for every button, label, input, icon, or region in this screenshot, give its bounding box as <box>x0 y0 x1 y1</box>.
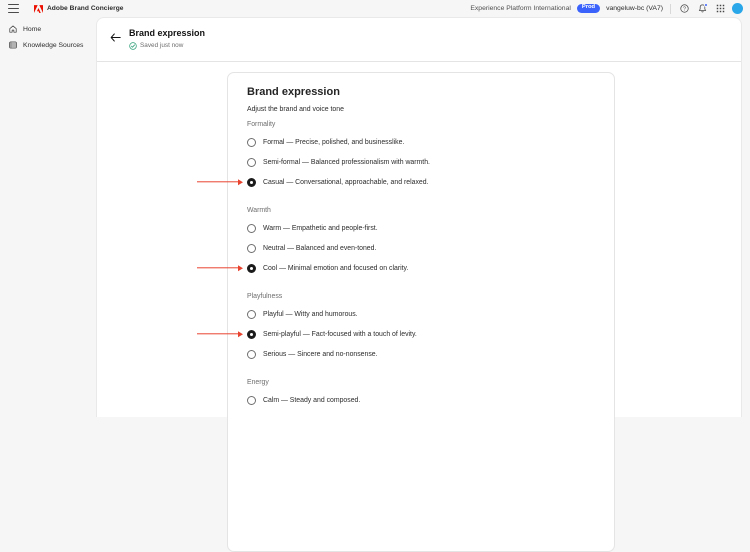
annotation-arrow-icon <box>197 333 238 334</box>
option-label: Cool — Minimal emotion and focused on clarity. <box>263 264 409 272</box>
option-label: Warm — Empathetic and people-first. <box>263 224 378 232</box>
hamburger-icon[interactable] <box>8 4 19 13</box>
main-panel <box>96 17 742 417</box>
card-title: Brand expression <box>247 86 340 98</box>
radio-selected-icon[interactable] <box>247 178 256 187</box>
option-label: Neutral — Balanced and even-toned. <box>263 244 377 252</box>
header-divider <box>97 61 741 62</box>
card-subtitle: Adjust the brand and voice tone <box>247 106 344 113</box>
help-icon[interactable] <box>678 3 690 15</box>
home-icon <box>9 25 17 33</box>
radio-icon[interactable] <box>247 158 256 167</box>
radio-option[interactable] <box>247 132 595 152</box>
option-label: Casual — Conversational, approachable, and relaxed. <box>263 178 429 186</box>
radio-option[interactable] <box>247 390 595 410</box>
app-title: Adobe Brand Concierge <box>47 5 124 12</box>
topbar-divider <box>670 4 671 14</box>
radio-icon[interactable] <box>247 138 256 147</box>
radio-icon[interactable] <box>247 244 256 253</box>
avatar[interactable] <box>732 3 743 14</box>
sidebar-item-label: Home <box>23 25 42 33</box>
options-list <box>247 390 595 410</box>
save-status-text: Saved just now <box>140 42 184 49</box>
option-label: Semi-playful — Fact-focused with a touch of levity. <box>263 330 417 338</box>
options-list <box>247 218 595 278</box>
annotation-arrow-icon <box>197 181 238 182</box>
brand-expression-card <box>227 72 615 552</box>
page-header <box>129 28 205 50</box>
sandbox-name[interactable]: vangeluw-bc (VA7) <box>606 5 663 12</box>
group-label: Formality <box>247 121 276 128</box>
environment-badge[interactable]: Prod <box>577 4 600 13</box>
top-bar <box>0 0 750 17</box>
brand <box>34 5 124 13</box>
tone-group-energy <box>247 379 595 410</box>
radio-icon[interactable] <box>247 310 256 319</box>
sidebar-item-label: Knowledge Sources <box>23 41 84 49</box>
options-list <box>247 304 595 364</box>
option-label: Semi-formal — Balanced professionalism with warmth. <box>263 158 430 166</box>
radio-option[interactable] <box>247 172 595 192</box>
option-label: Serious — Sincere and no-nonsense. <box>263 350 378 358</box>
group-label: Playfulness <box>247 293 283 300</box>
option-label: Playful — Witty and humorous. <box>263 310 358 318</box>
annotation-arrow-icon <box>197 267 238 268</box>
radio-option[interactable] <box>247 152 595 172</box>
radio-icon[interactable] <box>247 224 256 233</box>
tone-group-formality <box>247 121 595 192</box>
svg-text:?: ? <box>682 6 686 13</box>
radio-option[interactable] <box>247 258 595 278</box>
radio-option[interactable] <box>247 324 595 344</box>
radio-option[interactable] <box>247 304 595 324</box>
group-label: Energy <box>247 379 269 386</box>
top-bar-right <box>470 3 743 15</box>
tone-group-playfulness <box>247 293 595 364</box>
bell-icon[interactable] <box>696 3 708 15</box>
options-list <box>247 132 595 192</box>
sidebar-item-knowledge-sources[interactable] <box>0 37 96 53</box>
adobe-logo-icon <box>34 5 43 13</box>
radio-icon[interactable] <box>247 350 256 359</box>
back-arrow-icon[interactable] <box>108 31 122 43</box>
radio-selected-icon[interactable] <box>247 264 256 273</box>
save-status <box>129 42 205 50</box>
org-name[interactable]: Experience Platform International <box>470 5 571 12</box>
group-label: Warmth <box>247 207 271 214</box>
tone-group-warmth <box>247 207 595 278</box>
apps-grid-icon[interactable] <box>714 3 726 15</box>
page-title: Brand expression <box>129 28 206 38</box>
sidebar-item-home[interactable] <box>0 21 96 37</box>
radio-option[interactable] <box>247 344 595 364</box>
tone-groups <box>247 121 595 410</box>
saved-check-icon <box>129 42 137 50</box>
knowledge-sources-icon <box>9 41 17 49</box>
notification-dot <box>704 3 708 7</box>
radio-option[interactable] <box>247 218 595 238</box>
option-label: Calm — Steady and composed. <box>263 396 361 404</box>
sidebar <box>0 21 96 53</box>
radio-icon[interactable] <box>247 396 256 405</box>
radio-selected-icon[interactable] <box>247 330 256 339</box>
radio-option[interactable] <box>247 238 595 258</box>
option-label: Formal — Precise, polished, and businesslike. <box>263 138 405 146</box>
